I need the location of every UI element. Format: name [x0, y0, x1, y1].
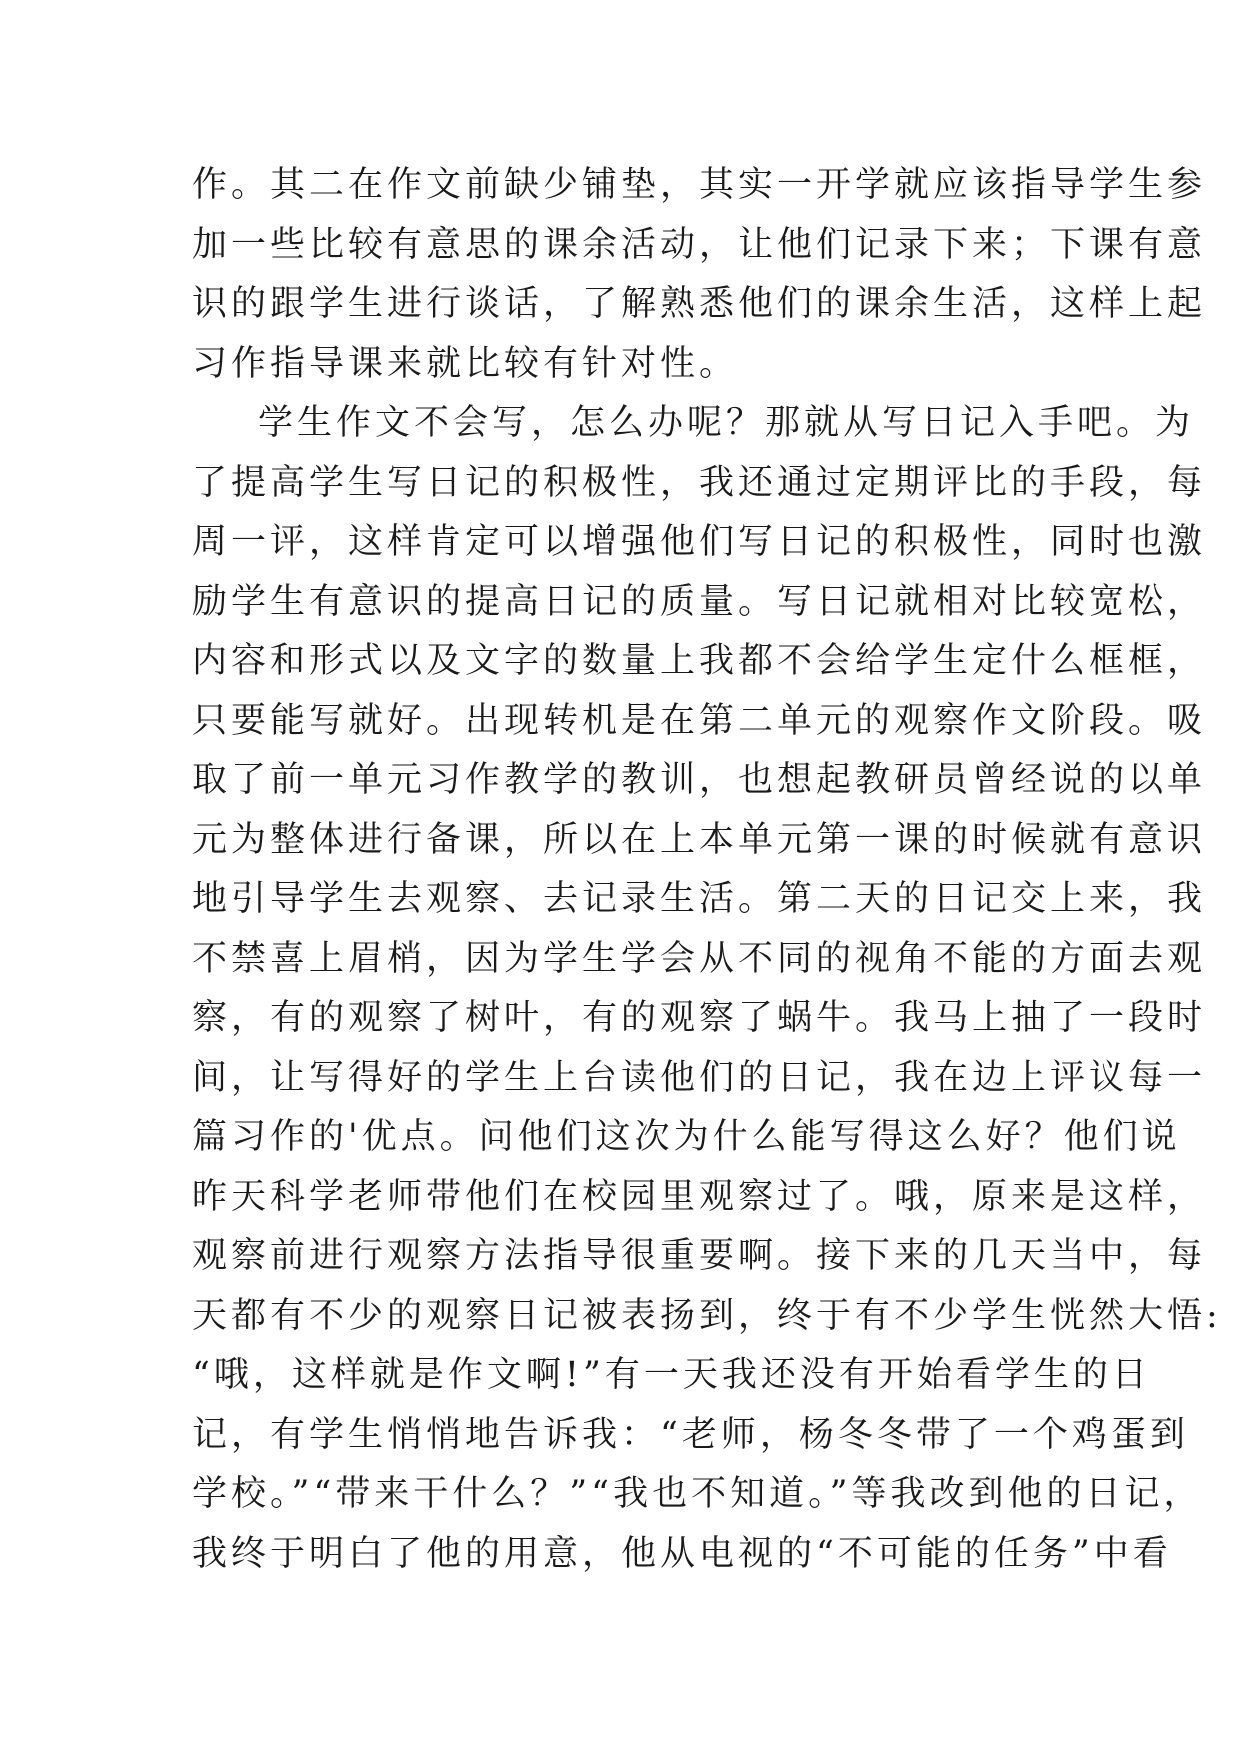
text-line: 昨天科学老师带他们在校园里观察过了。哦，原来是这样，	[192, 1176, 1207, 1217]
text-line: 记，有学生悄悄地告诉我：“老师，杨冬冬带了一个鸡蛋到	[192, 1414, 1189, 1455]
text-line: 观察前进行观察方法指导很重要啊。接下来的几天当中，每	[192, 1236, 1207, 1276]
text-line: 作。其二在作文前缺少铺垫，其实一开学就应该指导学生参	[192, 165, 1207, 205]
text-line: 内容和形式以及文字的数量上我都不会给学生定什么框框，	[192, 641, 1207, 681]
text-line: 天都有不少的观察日记被表扬到，终于有不少学生恍然大悟:	[192, 1295, 1222, 1336]
body-text	[192, 156, 1222, 1584]
text-line: 加一些比较有意思的课余活动，让他们记录下来；下课有意	[192, 224, 1207, 265]
text-line: 篇习作的'优点。问他们这次为什么能写得这么好？他们说	[192, 1117, 1181, 1157]
text-line: 识的跟学生进行谈话，了解熟悉他们的课余生活，这样上起	[192, 284, 1207, 324]
text-line: 不禁喜上眉梢，因为学生学会从不同的视角不能的方面去观	[192, 938, 1207, 979]
paragraph-start-line: 学生作文不会写，怎么办呢？那就从写日记入手吧。为	[258, 403, 1195, 443]
text-line: “哦，这样就是作文啊!”有一天我还没有开始看学生的日	[192, 1355, 1151, 1395]
text-line: 元为整体进行备课，所以在上本单元第一课的时候就有意识	[192, 819, 1207, 860]
text-line: 了提高学生写日记的积极性，我还通过定期评比的手段，每	[192, 462, 1207, 503]
text-line: 励学生有意识的提高日记的质量。写日记就相对比较宽松，	[192, 581, 1207, 622]
text-line: 习作指导课来就比较有针对性。	[192, 343, 739, 384]
text-line: 间，让写得好的学生上台读他们的日记，我在边上评议每一	[192, 1057, 1207, 1098]
text-line: 地引导学生去观察、去记录生活。第二天的日记交上来，我	[192, 879, 1207, 919]
text-line: 取了前一单元习作教学的教训，也想起教研员曾经说的以单	[192, 760, 1207, 800]
text-line: 学校。”“带来干什么？”“我也不知道。”等我改到他的日记，	[192, 1474, 1203, 1514]
text-line: 周一评，这样肯定可以增强他们写日记的积极性，同时也激	[192, 522, 1207, 562]
text-line: 我终于明白了他的用意，他从电视的“不可能的任务”中看	[192, 1533, 1172, 1574]
text-line: 察，有的观察了树叶，有的观察了蜗牛。我马上抽了一段时	[192, 998, 1207, 1038]
text-line: 只要能写就好。出现转机是在第二单元的观察作文阶段。吸	[192, 700, 1207, 741]
